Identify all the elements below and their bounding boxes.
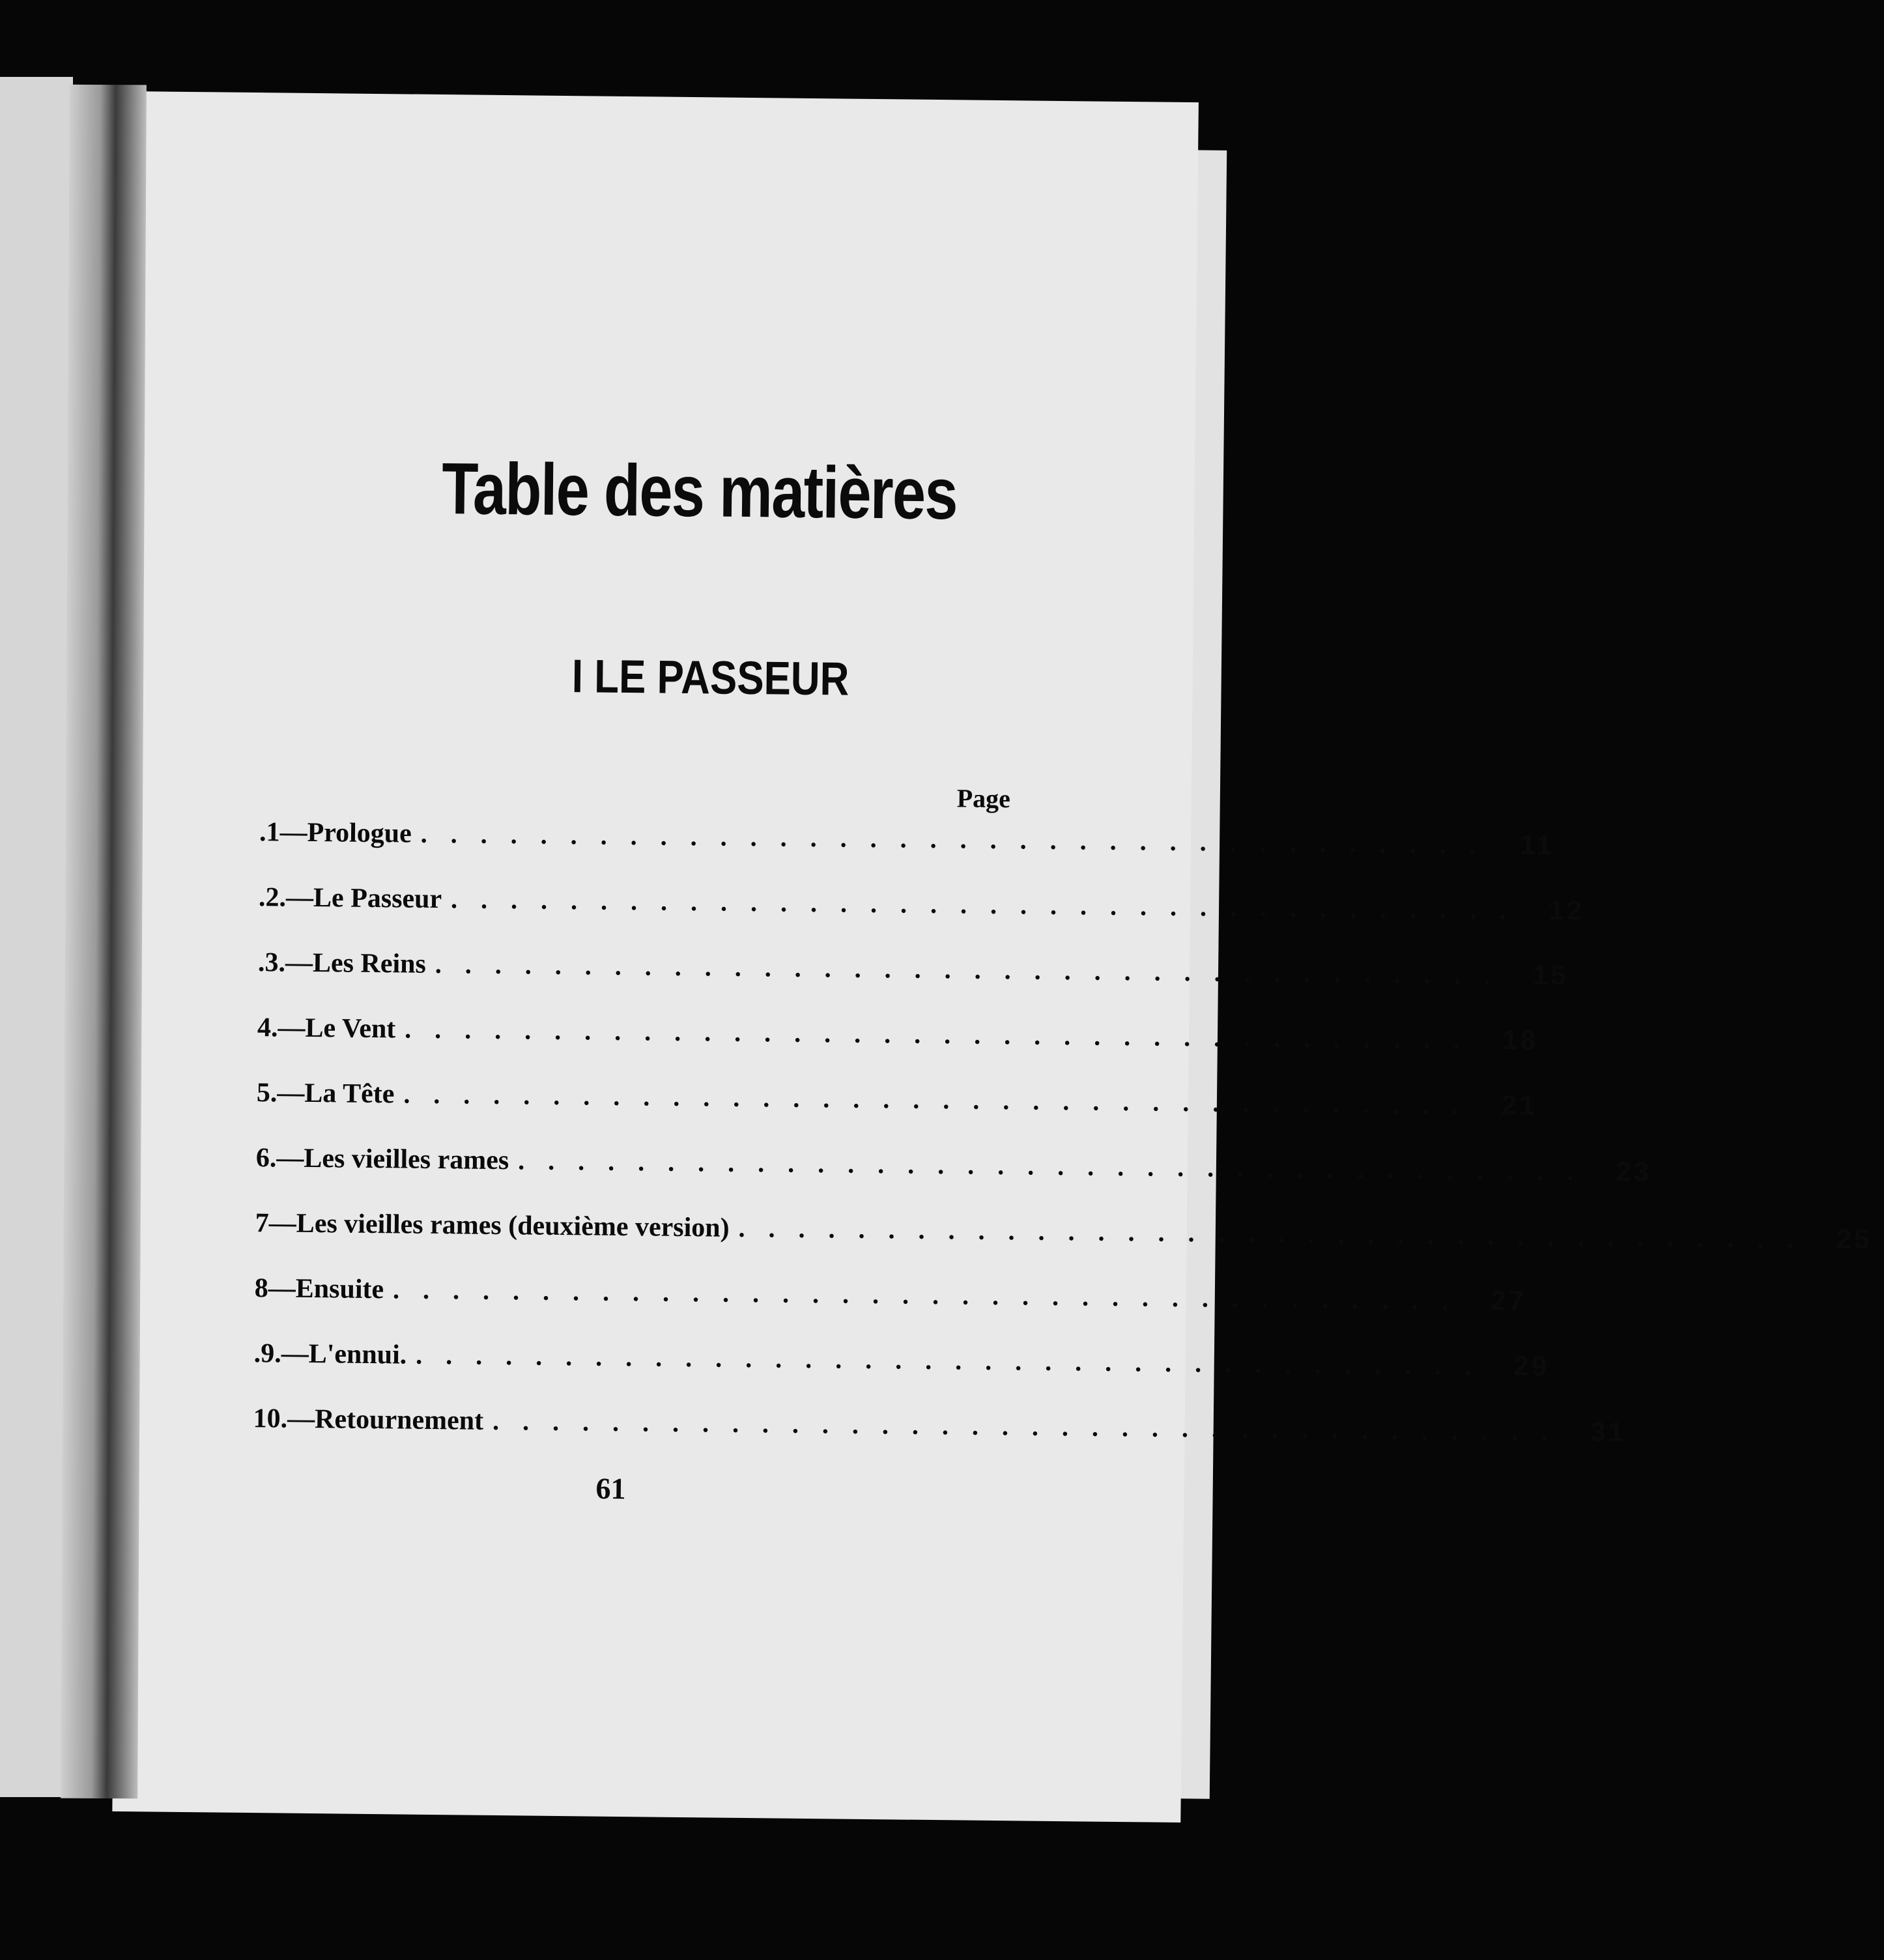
toc-entry xyxy=(259,816,1554,889)
dot-leader: .................................... xyxy=(392,1275,1472,1316)
toc-entry xyxy=(255,1207,1872,1280)
toc-entry-page: 12 xyxy=(1549,894,1585,926)
dot-leader: .................................... xyxy=(450,884,1530,925)
toc-entry xyxy=(253,1402,1627,1475)
toc-entry-page: 15 xyxy=(1532,959,1569,991)
toc-entry-title: 10.—Retournement xyxy=(253,1404,484,1436)
toc-entry-title: .2.—Le Passeur xyxy=(258,882,442,915)
table-of-contents xyxy=(253,816,1872,1475)
toc-entry xyxy=(254,1272,1527,1345)
toc-entry-page: 25 xyxy=(1836,1223,1872,1255)
dot-leader: .................................... xyxy=(435,949,1515,990)
toc-entry-page: 23 xyxy=(1616,1155,1652,1187)
dot-leader: .................................... xyxy=(403,1079,1483,1120)
dot-leader: .................................... xyxy=(416,1340,1495,1381)
toc-entry-title: .1—Prologue xyxy=(259,817,412,849)
dot-leader: .................................... xyxy=(420,818,1500,860)
dot-leader: .................................... xyxy=(738,1213,1818,1254)
toc-entry-page: 18 xyxy=(1502,1024,1539,1056)
toc-entry xyxy=(253,1337,1550,1410)
toc-entry-page: 21 xyxy=(1501,1089,1537,1121)
toc-entry xyxy=(257,946,1569,1019)
toc-entry-title: 4.—Le Vent xyxy=(257,1013,396,1045)
toc-entry xyxy=(256,1076,1537,1149)
toc-entry-page: 11 xyxy=(1520,829,1554,860)
toc-entry-title: .3.—Les Reins xyxy=(257,947,427,979)
book-spine xyxy=(61,85,147,1799)
section-heading: I LE PASSEUR xyxy=(571,650,849,706)
toc-entry-page: 29 xyxy=(1513,1350,1550,1381)
toc-entry-title: 7—Les vieilles rames (deuxième version) xyxy=(255,1208,730,1243)
page-title: Table des matières xyxy=(441,448,958,535)
book-page xyxy=(112,91,1872,1823)
toc-entry-title: 8—Ensuite xyxy=(254,1273,384,1305)
toc-entry xyxy=(255,1142,1652,1215)
toc-entry xyxy=(257,1011,1539,1084)
page-column-label: Page xyxy=(956,783,1011,814)
toc-entry-title: 5.—La Tête xyxy=(256,1078,395,1110)
toc-entry xyxy=(258,881,1585,954)
dot-leader: .................................... xyxy=(492,1405,1572,1447)
page-number: 61 xyxy=(595,1471,626,1506)
dot-leader: .................................... xyxy=(518,1146,1597,1187)
toc-entry-title: 6.—Les vieilles rames xyxy=(255,1143,509,1176)
toc-entry-page: 27 xyxy=(1491,1284,1527,1316)
toc-entry-title: .9.—L'ennui. xyxy=(253,1338,407,1370)
dot-leader: .................................... xyxy=(405,1014,1484,1055)
toc-entry-page: 31 xyxy=(1590,1416,1627,1448)
